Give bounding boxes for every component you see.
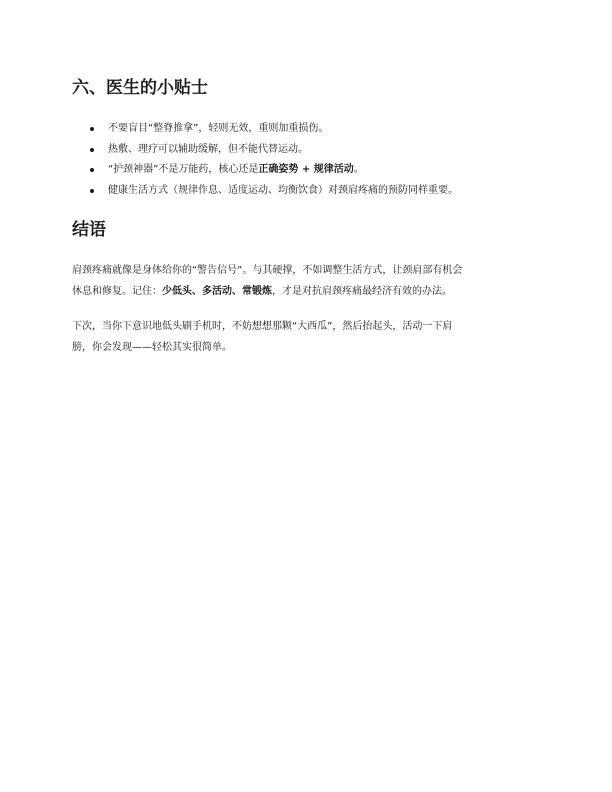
list-item-text-end: 。	[353, 164, 364, 175]
paragraph-line: 膀，你会发现——轻松其实很简单。	[72, 342, 232, 353]
list-item-text: 热敷、理疗可以辅助缓解，但不能代替运动。	[108, 143, 308, 155]
paragraph-line	[72, 281, 542, 302]
list-item-text: 不要盲目“整脊推拿”，轻则无效，重则加重损伤。	[108, 123, 329, 134]
list-item-text: 健康生活方式（规律作息、适度运动、均衡饮食）对颈肩疼痛的预防同样重要。	[108, 184, 458, 196]
bullet-icon	[90, 127, 94, 131]
emphasis-text: 少低头、多活动、常锻炼	[162, 286, 272, 297]
section-heading-tips: 六、医生的小贴士	[72, 78, 208, 98]
tips-list	[72, 119, 458, 201]
section-heading-conclusion: 结语	[72, 220, 106, 240]
paragraph-line: 肩颈疼痛就像是身体给你的“警告信号”。与其硬撑，不如调整生活方式，让颈肩部有机会	[72, 265, 463, 276]
list-item	[72, 181, 458, 202]
paragraph-line: 下次，当你下意识地低头刷手机时，不妨想想那颗“大西瓜”，然后抬起头，活动一下肩	[72, 321, 453, 332]
list-item	[72, 140, 458, 161]
emphasis-text: 正确姿势 + 规律活动	[258, 164, 354, 175]
paragraph-text-end: ，才是对抗肩颈疼痛最经济有效的办法。	[272, 286, 452, 297]
bullet-icon	[90, 148, 94, 152]
list-item-text: “护颈神器”不是万能药，核心还是	[108, 164, 259, 175]
list-item	[72, 119, 458, 140]
paragraph-text: 休息和修复。记住：	[72, 286, 162, 297]
conclusion-paragraph-1	[72, 260, 542, 302]
bullet-icon	[90, 189, 94, 193]
list-item	[72, 160, 458, 181]
bullet-icon	[90, 168, 94, 172]
conclusion-paragraph-2	[72, 316, 542, 358]
